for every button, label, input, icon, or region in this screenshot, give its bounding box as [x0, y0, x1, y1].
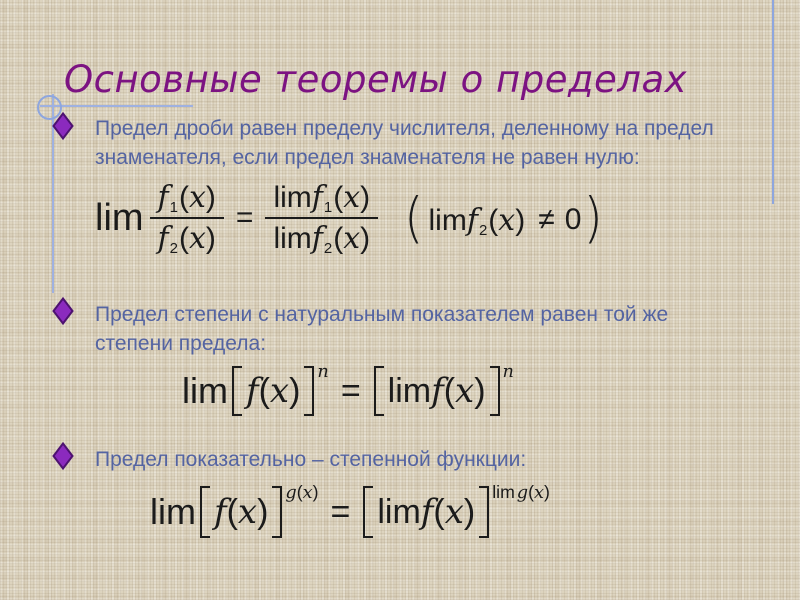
math-paren: ) — [360, 181, 371, 214]
math-x: x — [455, 371, 475, 411]
math-paren: ( — [488, 203, 499, 237]
math-paren: ( — [296, 482, 303, 502]
math-f: f — [213, 492, 227, 532]
math-paren: ) — [205, 181, 216, 214]
right-vertical-decor-line — [772, 0, 774, 204]
math-f: f — [311, 221, 323, 256]
math-lim: lim — [492, 482, 515, 502]
math-paren: ( — [179, 222, 189, 255]
math-paren: ( — [333, 181, 344, 214]
math-paren: ) — [515, 203, 526, 237]
math-paren: ) — [474, 372, 486, 410]
math-not-equals: ≠ — [538, 203, 555, 236]
math-lim: lim — [95, 196, 144, 239]
math-paren: ) — [312, 482, 319, 502]
math-paren: ( — [179, 181, 189, 214]
math-sup-lim-gx — [492, 482, 550, 503]
math-paren: ) — [289, 372, 301, 410]
math-sub: 2 — [169, 240, 178, 258]
math-g: g — [516, 483, 529, 503]
bullet-text-line: Предел степени с натуральным показателем равен той же — [95, 303, 669, 326]
formula-quotient-condition — [402, 186, 605, 250]
bullet-text-line: Предел показательно – степенной функции: — [95, 448, 527, 471]
math-paren: ( — [333, 222, 344, 255]
right-bracket — [272, 486, 282, 538]
right-bracket — [490, 366, 500, 416]
math-paren: ( — [258, 372, 270, 410]
diamond-bullet-icon — [52, 297, 74, 325]
diamond-bullet-icon — [52, 112, 74, 140]
math-paren: ) — [543, 482, 550, 502]
math-x: x — [269, 371, 290, 411]
math-sub: 1 — [323, 199, 333, 217]
math-lim: lim — [273, 222, 312, 255]
math-paren: ( — [226, 493, 238, 531]
math-equals: = — [330, 492, 351, 531]
math-sup-n: n — [317, 362, 329, 382]
math-sub: 2 — [478, 221, 488, 239]
math-lim: lim — [273, 181, 312, 214]
bullet-text-line: степени предела: — [95, 332, 267, 355]
bullet-text-line: Предел дроби равен пределу числителя, деленному на предел — [95, 117, 714, 140]
math-paren: ( — [443, 372, 456, 410]
left-bracket — [232, 366, 242, 416]
math-f: f — [157, 221, 169, 256]
math-sub: 1 — [169, 199, 178, 217]
math-paren: ) — [360, 222, 371, 255]
math-x: x — [189, 180, 206, 215]
right-bracket — [479, 486, 489, 538]
math-f: f — [157, 180, 169, 215]
bullet-item-power — [95, 300, 765, 358]
math-x: x — [302, 483, 313, 503]
right-bracket — [304, 366, 314, 416]
math-x: x — [343, 180, 361, 215]
bullet-item-quotient — [95, 114, 765, 172]
math-x: x — [444, 492, 464, 532]
fraction — [265, 178, 378, 258]
math-f: f — [420, 492, 434, 532]
math-sup-gx — [285, 482, 318, 503]
math-paren: ) — [583, 186, 603, 250]
formula-limit-quotient — [95, 178, 378, 258]
math-sub: 2 — [323, 240, 333, 258]
math-lim: lim — [182, 370, 228, 411]
left-bracket — [200, 486, 210, 538]
math-equals: = — [235, 201, 254, 234]
math-equals: = — [340, 371, 361, 410]
math-paren: ( — [404, 186, 424, 250]
math-paren: ( — [433, 493, 445, 531]
math-paren: ) — [257, 493, 269, 531]
math-g: g — [285, 483, 297, 503]
math-x: x — [534, 483, 544, 503]
bullet-text-line: знаменателя, если предел знаменателя не равен нулю: — [95, 146, 640, 169]
math-f: f — [431, 371, 444, 411]
math-paren: ) — [205, 222, 216, 255]
math-x: x — [343, 221, 361, 256]
math-lim: lim — [150, 491, 196, 532]
math-lim: lim — [387, 372, 432, 410]
math-f: f — [311, 180, 323, 215]
formula-limit-exponential — [150, 484, 550, 540]
math-f: f — [245, 371, 259, 411]
math-x: x — [498, 202, 516, 238]
title-underline-decor-line — [40, 105, 193, 107]
diamond-bullet-icon — [52, 442, 74, 470]
math-paren: ( — [528, 482, 534, 502]
math-x: x — [189, 221, 206, 256]
math-lim: lim — [377, 493, 421, 531]
formula-limit-power — [182, 364, 514, 418]
fraction — [150, 178, 224, 258]
math-x: x — [237, 492, 258, 532]
math-lim: lim — [428, 203, 467, 237]
left-bracket — [374, 366, 384, 416]
left-bracket — [363, 486, 373, 538]
bullet-item-exponential — [95, 445, 765, 474]
math-sup-n: n — [502, 362, 514, 382]
math-paren: ) — [463, 493, 476, 531]
math-f: f — [466, 202, 478, 238]
page-title: Основные теоремы о пределах — [64, 58, 688, 101]
math-zero: 0 — [564, 203, 582, 236]
